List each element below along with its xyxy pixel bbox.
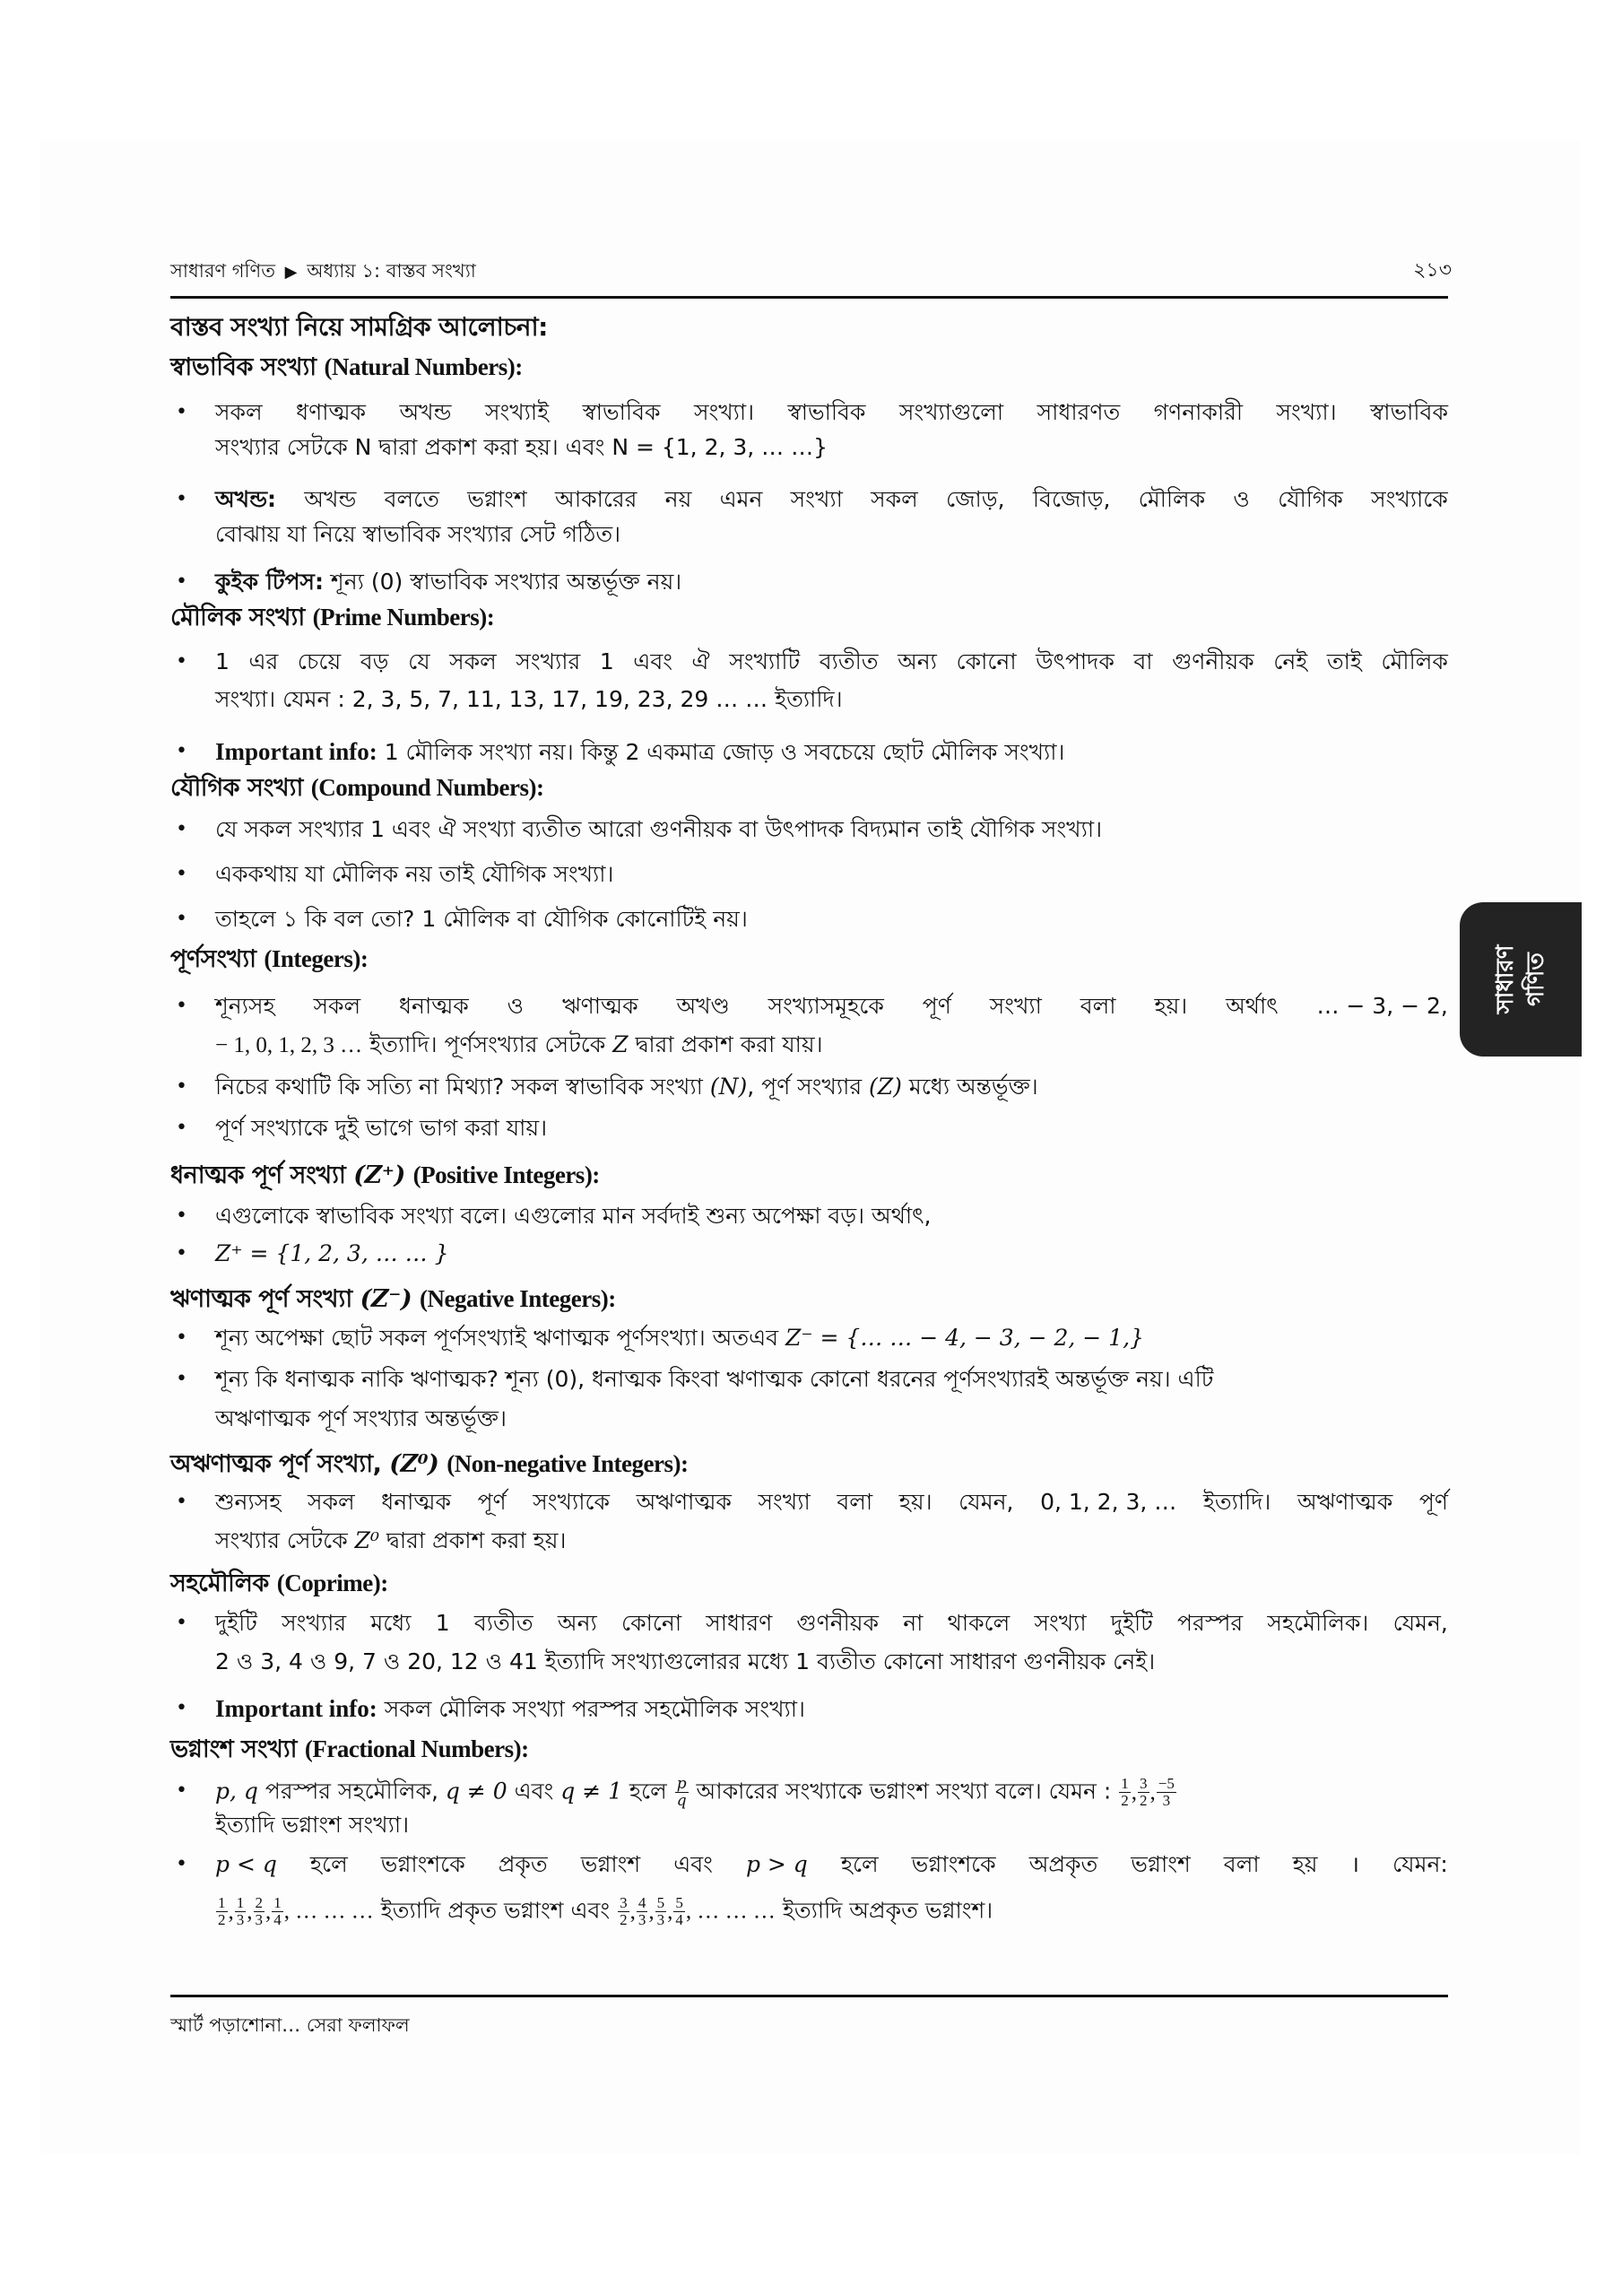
bullet: • [176,1205,187,1227]
word: কোনো [620,1610,682,1636]
word: উৎপাদক [1036,648,1115,674]
bullet: • [176,1612,187,1634]
bullet: • [176,995,187,1017]
word: ভগ্নাংশকে [380,1851,465,1877]
compound-b1: যে সকল সংখ্যার 1 এবং ঐ সংখ্যা ব্যতীত আরো গুণনীয়ক বা উৎপাদক বিদ্যমান তাই যৌগিক সংখ্যা। [215,816,1103,842]
word: সংখ্যাকে [533,1489,611,1515]
word: ভগ্নাংশকে [911,1851,996,1877]
bullet: • [176,1779,187,1802]
word: বলতে [384,486,439,512]
fraction: $\frac{3}{2}$ [1140,1775,1148,1809]
fraction: $\frac{4}{3}$ [638,1894,646,1928]
natural-b1-l1 [215,397,1448,428]
bullet: • [176,650,187,673]
breadcrumb-subject: সাধারণ গণিত [170,260,275,282]
word: ও [1233,486,1250,512]
fraction: $\frac{5}{4}$ [675,1894,683,1928]
integers-b1-l1 [215,991,1448,1022]
section-heading-nonneg: অঋণাত্মক পূর্ণ সংখ্যা, (Z⁰) (Non-negative Integers): [170,1450,689,1478]
word: 1 [215,648,230,674]
breadcrumb-chapter: অধ্যায় ১: বাস্তব সংখ্যা [307,260,476,282]
bullet: • [176,570,187,593]
word: নয় [664,486,692,512]
word: গণনাকারী [1153,399,1244,425]
word: এর [248,648,279,674]
word: ঐ [691,648,710,674]
prime-b1-l1 [215,647,1448,677]
positive-b2: Z⁺ = {1, 2, 3, … … } [215,1240,449,1266]
word: সংখ্যাগুলো [898,399,1004,425]
word: সহমৌলিক। [1267,1610,1369,1636]
fraction: $\frac{1}{4}$ [273,1894,282,1928]
word: সংখ্যাটি [729,648,801,674]
word: বলা [837,1489,873,1515]
section-heading-coprime: সহমৌলিক (Coprime): [170,1570,388,1597]
proper-fraction-examples: $\frac{1}{2}$ , $\frac{1}{3}$ , $\frac{2}{3}$ , $\frac{1}{4}$ [218,1894,282,1928]
word: ও [507,993,525,1019]
word: সকল [449,648,497,674]
word: সংখ্যা। [1276,399,1337,425]
bullet: • [176,1368,187,1390]
word: মৌলিক [1138,486,1206,512]
word: হলে [309,1851,348,1877]
fraction-b1-l2: ইত্যাদি ভগ্নাংশ সংখ্যা। [215,1812,410,1838]
word: ধণাত্মক [296,399,367,425]
word: শূন্যসহ [215,993,275,1019]
word: ব্যতীত [819,648,879,674]
word: সংখ্যার [282,1610,347,1636]
word: বলা [1080,993,1116,1019]
natural-b1-l2: সংখ্যার সেটকে N দ্বারা প্রকাশ করা হয়। এবং N = {1, 2, 3, … …} [215,434,828,460]
word: অন্য [557,1610,597,1636]
section-heading-compound: যৌগিক সংখ্যা (Compound Numbers): [170,774,544,802]
word: অখন্ড [399,399,452,425]
word: সকল [871,486,918,512]
word: যৌগিক [1278,486,1343,512]
side-tab-line1: সাধারণ [1492,944,1519,1014]
fraction: $\frac{1}{3}$ [236,1894,245,1928]
word: অপ্রকৃত [1028,1851,1098,1877]
word: পূর্ণ [1418,1489,1448,1515]
word: সকল [313,993,361,1019]
chapter-side-tab [1460,902,1582,1057]
section-heading-prime: মৌলিক সংখ্যা (Prime Numbers): [170,604,495,631]
nonneg-b1-l2: সংখ্যার সেটকে Z⁰ দ্বারা প্রকাশ করা হয়। [215,1527,567,1553]
word: বড় [360,648,389,674]
word: সকল [307,1489,355,1515]
word: ভগ্নাংশ [467,486,527,512]
integers-b1-l2: − 1, 0, 1, 2, 3 … ইত্যাদি। পূর্ণসংখ্যার সেটকে Z দ্বারা প্রকাশ করা যায়। [215,1031,823,1057]
word: এমন [719,486,763,512]
positive-b1: এগুলোকে স্বাভাবিক সংখ্যা বলে। এগুলোর মান সর্বদাই শুন্য অপেক্ষা বড়। অর্থাৎ, [215,1203,932,1229]
word: না [903,1610,924,1636]
natural-b2-l2: বোঝায় যা নিয়ে স্বাভাবিক সংখ্যার সেট গঠিত। [215,521,621,547]
word: বিজোড়, [1032,486,1111,512]
fraction: $\frac{5}{3}$ [656,1894,665,1928]
word: মৌলিক [1381,648,1448,674]
word: হয় [1292,1851,1318,1877]
word: 1 [599,648,614,674]
word: গুণনীয়ক [1172,648,1254,674]
word: কোনো [956,648,1017,674]
word: ভগ্নাংশ [1131,1851,1191,1877]
fraction-examples: $\frac{1}{2}$ , $\frac{3}{2}$ , $\frac{-5}{3}$ [1121,1775,1175,1809]
coprime-b1-l1 [215,1608,1448,1639]
section-heading-negative: ঋণাত্মক পূর্ণ সংখ্যা (Z⁻) (Negative Integers): [170,1285,616,1313]
word: পূর্ণ [477,1489,507,1515]
word: p < q [215,1851,277,1877]
word: নেই [1273,648,1308,674]
word: সাধারণ [706,1610,773,1636]
word: স্বাভাবিক [582,399,661,425]
word: দুইটি [215,1610,257,1636]
bullet: • [176,488,187,510]
coprime-b2: Important info: সকল মৌলিক সংখ্যা পরস্পর সহমৌলিক সংখ্যা। [215,1695,805,1722]
word: অন্য [898,648,937,674]
prime-b1-l2: সংখ্যা। যেমন : 2, 3, 5, 7, 11, 13, 17, 19, 23, 29 … … ইত্যাদি। [215,686,843,712]
word: পরস্পর [1177,1610,1244,1636]
word: সংখ্যা [790,486,843,512]
bullet: • [176,1242,187,1265]
word: তাই [1326,648,1362,674]
word: যেমন, [958,1489,1014,1515]
bullet: • [176,1697,187,1719]
section-heading-positive: ধনাত্মক পূর্ণ সংখ্যা (Z⁺) (Positive Integers): [170,1161,600,1189]
section-heading-natural: স্বাভাবিক সংখ্যা (Natural Numbers): [170,353,523,381]
section-heading-integers: পূর্ণসংখ্যা (Integers): [170,945,369,973]
fraction-b2-l1 [215,1849,1448,1880]
word: 1 [435,1610,450,1636]
word: গুণনীয়ক [796,1610,880,1636]
word: সংখ্যা [989,993,1042,1019]
bullet: • [176,908,187,930]
word: ইত্যাদি। [1202,1489,1271,1515]
word: ঋণাত্মক [561,993,638,1019]
side-tab-line2: গণিত [1522,952,1549,1006]
section-heading-fraction: ভগ্নাংশ সংখ্যা (Fractional Numbers): [170,1735,529,1763]
word: সাধারণত [1037,399,1121,425]
word: … − 3, − 2, [1316,993,1448,1019]
word: বলা [1223,1851,1260,1877]
word: শুন্যসহ [215,1489,282,1515]
word: স্বাভাবিক [787,399,866,425]
compound-b2: এককথায় যা মৌলিক নয় তাই যৌগিক সংখ্যা। [215,861,614,887]
natural-b3: কুইক টিপস: শূন্য (0) স্বাভাবিক সংখ্যার অন্তর্ভূক্ত নয়। [215,569,682,595]
word: সংখ্যাই [484,399,550,425]
word: হয়। [898,1489,932,1515]
integers-b3: পূর্ণ সংখ্যাকে দুই ভাগে ভাগ করা যায়। [215,1115,548,1141]
fraction: $\frac{3}{2}$ [620,1894,628,1928]
header-rule [170,296,1448,299]
word: p > q [745,1851,808,1877]
word: অর্থাৎ [1226,993,1279,1019]
word: হয়। [1154,993,1188,1019]
bullet: • [176,1853,187,1875]
bullet: • [176,1491,187,1513]
word: যেমন, [1392,1610,1448,1636]
word: থাকলে [947,1610,1010,1636]
footer-tagline: স্মার্ট পড়াশোনা… সেরা ফলাফল [170,2014,410,2036]
footer-rule [170,1995,1448,1997]
word: 0, 1, 2, 3, … [1040,1489,1177,1515]
bullet: • [176,401,187,423]
fraction: $\frac{1}{2}$ [1121,1775,1129,1809]
integers-b2: নিচের কথাটি কি সত্যি না মিথ্যা? সকল স্বাভাবিক সংখ্যা (N), পূর্ণ সংখ্যার (Z) মধ্যে অন্তর্ভূক্ত। [215,1074,1038,1100]
word: আকারের [554,486,638,512]
word: সংখ্যাসমূহকে [768,993,884,1019]
improper-fraction-examples: $\frac{3}{2}$ , $\frac{4}{3}$ , $\frac{5}{3}$ , $\frac{5}{4}$ [620,1894,683,1928]
negative-b1: শূন্য অপেক্ষা ছোট সকল পূর্ণসংখ্যাই ঋণাত্মক পূর্ণসংখ্যা। অতএব Z⁻ = {… … − 4, − 3, − 2, − 1,} [215,1325,1144,1351]
negative-b2-l2: অঋণাত্মক পূর্ণ সংখ্যার অন্তর্ভূক্ত। [215,1405,507,1431]
word: যেমন: [1392,1851,1448,1877]
coprime-b1-l2: 2 ও 3, 4 ও 9, 7 ও 20, 12 ও 41 ইত্যাদি সংখ্যাগুলোরর মধ্যে 1 ব্যতীত কোনো সাধারণ গুণনীয়ক নেই। [215,1648,1156,1674]
word: যে [408,648,430,674]
word: সংখ্যা। [693,399,755,425]
word: সংখ্যা [1034,1610,1087,1636]
word: স্বাভাবিক [1370,399,1448,425]
bullet: • [176,1075,187,1098]
fraction: $\frac{2}{3}$ [255,1894,263,1928]
breadcrumb [170,257,476,288]
word: সংখ্যাকে [1371,486,1448,512]
fraction-b2-l2: $\frac{1}{2}$ , $\frac{1}{3}$ , $\frac{2}{3}$ , $\frac{1}{4}$ , … … … ইত্যাদি প্রকৃত ভগ্নাংশ এবং $\frac{3}{2}$ , $\frac{4}{3}$ , $\frac{5}{3}$ , $\frac{5}{4}$ , … … … ইত্যাদি অপ্রকৃত ভগ্নাংশ। [215,1895,993,1928]
word: মধ্যে [370,1610,412,1636]
bullet: • [176,740,187,762]
word: ব্যতীত [473,1610,533,1636]
word: এবং [633,648,672,674]
bullet: • [176,818,187,840]
word: সংখ্যার [516,648,581,674]
bullet: • [176,1326,187,1349]
compound-b3: তাহলে ১ কি বল তো? 1 মৌলিক বা যৌগিক কোনোটিই নয়। [215,906,748,932]
word: সংখ্যা [758,1489,811,1515]
word: । [1350,1851,1359,1877]
fraction: $\frac{1}{2}$ [218,1894,226,1928]
fraction-p-over-q: $\frac{p}{q}$ [676,1775,687,1810]
play-triangle-icon: ▶ [284,263,298,282]
nonneg-b1-l1 [215,1487,1448,1518]
word: ভগ্নাংশ [580,1851,641,1877]
prime-b2: Important info: 1 মৌলিক সংখ্যা নয়। কিন্তু 2 একমাত্র জোড় ও সবচেয়ে ছোট মৌলিক সংখ্যা। [215,738,1065,765]
word: অঋণাত্মক [1297,1489,1393,1515]
word: অখণ্ড [676,993,730,1019]
word: এবং [673,1851,713,1877]
word: ধনাত্মক [399,993,469,1019]
natural-b2-l1: অখন্ড: অখন্ড বলতে ভগ্নাংশ আকারের নয় এমন সংখ্যা সকল জোড়, বিজোড়, মৌলিক ও যৌগিক সংখ্যাকে [215,484,1448,515]
bullet: • [176,1117,187,1139]
word: বা [1133,648,1153,674]
word: অঋণাত্মক [636,1489,732,1515]
word: জোড়, [946,486,1005,512]
negative-b2-l1: শূন্য কি ধনাত্মক নাকি ঋণাত্মক? শূন্য (0), ধনাত্মক কিংবা ঋণাত্মক কোনো ধরনের পূর্ণসংখ্যারই অন্তর্ভূক্ত নয়। এটি [215,1366,1214,1392]
page-title: বাস্তব সংখ্যা নিয়ে সামগ্রিক আলোচনা: [170,312,548,342]
fraction-b1-l1: p, q পরস্পর সহমৌলিক, q ≠ 0 এবং q ≠ 1 হলে $\frac{p}{q}$ আকারের সংখ্যাকে ভগ্নাংশ সংখ্যা বলে। যেমন : $\frac{1}{2}$ , $\frac{3}{2}$ , $\frac{-5}{3}$ [215,1776,1177,1809]
fraction: $\frac{-5}{3}$ [1158,1775,1175,1809]
word: পূর্ণ [922,993,951,1019]
word: চেয়ে [297,648,342,674]
word: প্রকৃত [498,1851,548,1877]
word: ধনাত্মক [381,1489,451,1515]
page-number: ২১৩ [1413,259,1452,282]
word: অখন্ড [304,486,357,512]
bullet: • [176,863,187,885]
word: সকল [215,399,263,425]
word: হলে [840,1851,879,1877]
word: দুইটি [1110,1610,1153,1636]
